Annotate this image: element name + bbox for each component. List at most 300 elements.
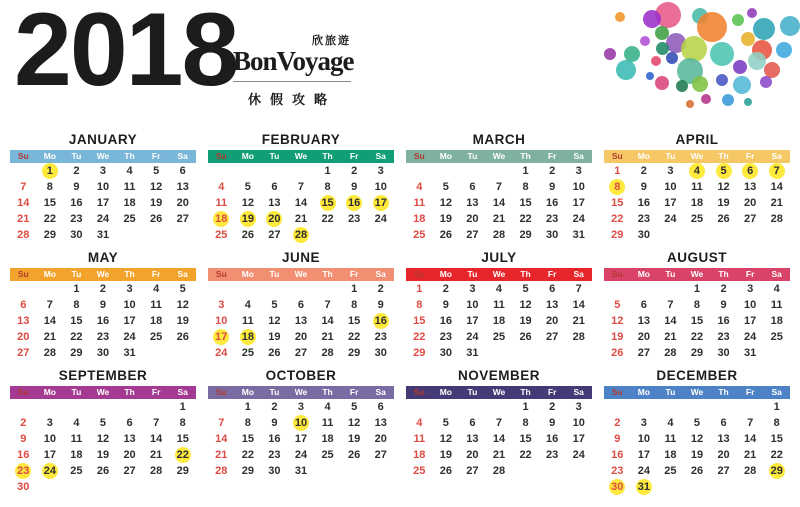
calendar-day — [512, 447, 539, 463]
calendar-day — [143, 431, 170, 447]
day-number: 14 — [492, 433, 506, 445]
day-number: 18 — [413, 213, 426, 225]
weekday-header-band — [406, 386, 592, 399]
calendar-day-empty — [116, 399, 143, 415]
day-number: 16 — [17, 449, 30, 461]
day-number: 23 — [637, 213, 650, 225]
day-number: 29 — [770, 465, 783, 477]
day-number: 24 — [43, 465, 56, 477]
calendar-day-empty — [261, 281, 288, 297]
calendar-day — [604, 313, 631, 329]
weekday-label-mo: Mo — [637, 387, 650, 397]
calendar-day — [314, 195, 341, 211]
watercolor-dot — [656, 42, 669, 55]
calendar-day — [433, 345, 460, 361]
day-number: 14 — [321, 315, 334, 327]
day-number: 8 — [73, 299, 80, 311]
weekday-label-tu: Tu — [467, 387, 478, 397]
day-number: 26 — [348, 449, 361, 461]
calendar-day — [539, 227, 566, 243]
weekday-label-fr: Fr — [745, 151, 755, 161]
watercolor-dot — [655, 26, 669, 40]
day-number: 1 — [693, 283, 701, 295]
calendar-day — [288, 431, 315, 447]
month-february — [208, 133, 394, 251]
days-grid — [10, 399, 196, 495]
calendar-day — [235, 227, 262, 243]
day-number: 7 — [769, 163, 785, 179]
day-number: 16 — [637, 197, 650, 209]
calendar-day — [169, 399, 196, 415]
calendar-day — [406, 179, 433, 195]
day-number: 4 — [689, 163, 705, 179]
weekday-label-sa: Sa — [573, 269, 584, 279]
calendar-day-empty — [486, 399, 513, 415]
calendar-day-empty — [10, 281, 37, 297]
calendar-day — [406, 313, 433, 329]
calendar-day — [37, 463, 64, 479]
day-number: 29 — [348, 347, 361, 359]
watercolor-dot — [651, 56, 661, 66]
day-number: 18 — [70, 449, 83, 461]
calendar-day — [486, 313, 513, 329]
calendar-day-empty — [261, 163, 288, 179]
day-number: 1 — [522, 401, 529, 413]
day-number: 14 — [572, 299, 585, 311]
calendar-day — [486, 463, 513, 479]
calendar-day — [90, 163, 117, 179]
day-number: 18 — [664, 449, 677, 461]
weekday-label-sa: Sa — [375, 151, 386, 161]
day-number: 13 — [546, 299, 559, 311]
day-number: 25 — [215, 229, 228, 241]
calendar-day — [169, 281, 196, 297]
calendar-day — [710, 345, 737, 361]
calendar-day — [341, 297, 368, 313]
calendar-day — [433, 415, 460, 431]
calendar-day — [631, 329, 658, 345]
calendar-day — [737, 179, 764, 195]
day-number: 10 — [294, 417, 308, 429]
calendar-day — [63, 163, 90, 179]
watercolor-dot — [615, 12, 625, 22]
day-number: 6 — [549, 283, 556, 295]
day-number: 25 — [413, 465, 426, 477]
day-number: 9 — [73, 181, 80, 193]
calendar-day — [459, 431, 486, 447]
day-number: 4 — [244, 299, 251, 311]
calendar-day — [459, 195, 486, 211]
calendar-day — [63, 179, 90, 195]
calendar-day — [406, 431, 433, 447]
day-number: 30 — [17, 481, 30, 493]
day-number: 11 — [150, 299, 162, 311]
day-number: 7 — [20, 181, 27, 193]
calendar-day — [235, 431, 262, 447]
day-number: 4 — [324, 401, 331, 413]
calendar-day — [37, 227, 64, 243]
calendar-day — [657, 463, 684, 479]
day-number: 16 — [374, 315, 387, 327]
day-number: 27 — [637, 347, 650, 359]
day-number: 6 — [742, 163, 758, 179]
calendar-day — [261, 195, 288, 211]
calendar-day — [763, 195, 790, 211]
day-number: 9 — [549, 181, 556, 193]
day-number: 28 — [492, 229, 506, 241]
calendar-day — [116, 211, 143, 227]
weekday-label-we: We — [690, 151, 704, 161]
day-number: 28 — [321, 347, 334, 359]
day-number: 18 — [215, 213, 228, 225]
day-number: 27 — [744, 213, 757, 225]
calendar-day — [10, 211, 37, 227]
calendar-day-empty — [288, 163, 315, 179]
day-number: 28 — [572, 331, 585, 343]
day-number: 6 — [297, 299, 305, 311]
calendar-day — [90, 463, 117, 479]
calendar-day — [261, 179, 288, 195]
calendar-day — [63, 345, 90, 361]
day-number: 12 — [690, 433, 704, 445]
calendar-day — [657, 211, 684, 227]
days-grid — [604, 281, 790, 361]
calendar-day — [10, 431, 37, 447]
day-number: 29 — [413, 347, 426, 359]
watercolor-dot — [732, 14, 744, 26]
calendar-day — [604, 431, 631, 447]
day-number: 13 — [294, 315, 308, 327]
day-number: 5 — [244, 181, 251, 193]
watercolor-dot — [643, 10, 661, 28]
day-number: 5 — [442, 417, 449, 429]
calendar-day — [235, 447, 262, 463]
calendar-day — [539, 329, 566, 345]
day-number: 25 — [70, 465, 83, 477]
weekday-label-th: Th — [520, 269, 531, 279]
calendar-day — [684, 463, 711, 479]
day-number: 1 — [614, 165, 621, 177]
day-number: 25 — [321, 449, 334, 461]
day-number: 11 — [321, 417, 334, 429]
calendar-day — [459, 281, 486, 297]
day-number: 3 — [469, 283, 476, 295]
calendar-day — [512, 281, 539, 297]
calendar-day — [208, 447, 235, 463]
day-number: 7 — [747, 417, 754, 429]
calendar-day — [261, 447, 288, 463]
days-grid — [208, 399, 394, 479]
day-number: 20 — [294, 331, 308, 343]
calendar-day — [539, 297, 566, 313]
day-number: 15 — [611, 197, 624, 209]
day-number: 21 — [17, 213, 30, 225]
day-number: 5 — [179, 283, 186, 295]
calendar-day — [367, 431, 394, 447]
calendar-day — [10, 313, 37, 329]
day-number: 31 — [123, 347, 136, 359]
calendar-day — [512, 399, 539, 415]
day-number: 22 — [770, 449, 783, 461]
watercolor-dot — [780, 16, 800, 36]
month-title: SEPTEMBER — [58, 368, 148, 383]
calendar-day — [116, 163, 143, 179]
day-number: 22 — [611, 213, 624, 225]
calendar-day — [737, 163, 764, 179]
calendar-day — [657, 345, 684, 361]
calendar-day — [684, 281, 711, 297]
calendar-day — [143, 415, 170, 431]
watercolor-dot — [752, 40, 772, 60]
calendar-day — [37, 447, 64, 463]
day-number: 24 — [637, 465, 650, 477]
calendar-day — [657, 195, 684, 211]
weekday-label-tu: Tu — [71, 269, 82, 279]
month-title: JUNE — [281, 250, 320, 265]
weekday-label-fr: Fr — [547, 151, 557, 161]
weekday-label-sa: Sa — [771, 151, 782, 161]
calendar-day — [116, 195, 143, 211]
calendar-day — [565, 415, 592, 431]
calendar-day — [288, 179, 315, 195]
calendar-day — [565, 313, 592, 329]
day-number: 1 — [351, 283, 358, 295]
day-number: 4 — [218, 181, 225, 193]
calendar-day — [565, 329, 592, 345]
day-number: 17 — [215, 331, 228, 343]
day-number: 22 — [176, 449, 189, 461]
calendar-day — [512, 415, 539, 431]
days-grid — [406, 281, 592, 361]
calendar-day — [737, 415, 764, 431]
day-number: 26 — [439, 229, 452, 241]
weekday-label-we: We — [96, 151, 110, 161]
calendar-day — [143, 297, 170, 313]
calendar-day — [565, 447, 592, 463]
day-number: 23 — [70, 213, 83, 225]
calendar-day — [657, 313, 684, 329]
day-number: 30 — [374, 347, 387, 359]
watercolor-dot — [733, 76, 751, 94]
calendar-day — [604, 345, 631, 361]
calendar-day-empty — [684, 399, 711, 415]
day-number: 2 — [99, 283, 107, 295]
calendar-day — [684, 163, 711, 179]
day-number: 21 — [770, 197, 783, 209]
day-number: 20 — [466, 213, 479, 225]
calendar-day — [631, 227, 658, 243]
calendar-day — [539, 211, 566, 227]
day-number: 4 — [416, 181, 423, 193]
calendar-day — [90, 415, 117, 431]
day-number: 8 — [693, 299, 701, 311]
month-may — [10, 251, 196, 369]
day-number: 29 — [43, 229, 56, 241]
day-number: 19 — [717, 197, 730, 209]
calendar-day — [63, 195, 90, 211]
weekday-label-th: Th — [124, 151, 135, 161]
calendar-day-empty — [631, 399, 658, 415]
calendar-day — [539, 431, 566, 447]
calendar-day — [143, 211, 170, 227]
calendar-day — [367, 297, 394, 313]
day-number: 24 — [123, 331, 136, 343]
weekday-label-mo: Mo — [43, 387, 56, 397]
weekday-label-th: Th — [124, 387, 135, 397]
day-number: 21 — [215, 449, 228, 461]
day-number: 7 — [218, 417, 225, 429]
calendar-day — [604, 415, 631, 431]
calendar-day — [314, 447, 341, 463]
calendar-day — [406, 281, 433, 297]
day-number: 11 — [123, 181, 136, 193]
day-number: 27 — [717, 465, 730, 477]
day-number: 13 — [268, 197, 281, 209]
day-number: 11 — [691, 181, 703, 193]
day-number: 16 — [546, 433, 559, 445]
calendar-day — [10, 179, 37, 195]
day-number: 20 — [176, 197, 189, 209]
weekday-label-fr: Fr — [349, 387, 359, 397]
day-number: 19 — [611, 331, 624, 343]
day-number: 5 — [271, 299, 278, 311]
day-number: 21 — [294, 213, 308, 225]
calendar-day — [433, 431, 460, 447]
weekday-label-sa: Sa — [375, 269, 386, 279]
day-number: 20 — [637, 331, 650, 343]
day-number: 26 — [241, 229, 254, 241]
day-number: 14 — [17, 197, 30, 209]
day-number: 7 — [324, 299, 331, 311]
calendar-day — [631, 211, 658, 227]
calendar-day-empty — [208, 399, 235, 415]
calendar-day — [37, 297, 64, 313]
calendar-day — [169, 211, 196, 227]
days-grid — [604, 163, 790, 243]
calendar-day — [341, 163, 368, 179]
day-number: 1 — [42, 163, 58, 179]
day-number: 14 — [770, 181, 783, 193]
calendar-day — [367, 313, 394, 329]
calendar-day — [116, 447, 143, 463]
watercolor-dot — [604, 48, 616, 60]
calendar-day — [657, 163, 684, 179]
calendar-day — [710, 329, 737, 345]
day-number: 18 — [492, 315, 506, 327]
calendar-day — [631, 297, 658, 313]
day-number: 14 — [492, 197, 506, 209]
calendar-day — [314, 431, 341, 447]
weekday-label-th: Th — [322, 387, 333, 397]
day-number: 30 — [637, 229, 650, 241]
weekday-label-fr: Fr — [349, 269, 359, 279]
calendar-day — [208, 345, 235, 361]
day-number: 3 — [218, 299, 225, 311]
weekday-label-sa: Sa — [177, 151, 188, 161]
calendar-day — [261, 313, 288, 329]
calendar-day — [116, 297, 143, 313]
calendar-day — [684, 329, 711, 345]
calendar-day — [710, 297, 737, 313]
day-number: 12 — [519, 299, 532, 311]
calendar-day — [657, 297, 684, 313]
calendar-day — [288, 211, 315, 227]
brand-name-chinese: 欣旅遊 — [312, 35, 351, 47]
calendar-day — [235, 211, 262, 227]
day-number: 22 — [241, 449, 254, 461]
calendar-day — [37, 415, 64, 431]
day-number: 11 — [215, 197, 228, 209]
calendar-day — [486, 179, 513, 195]
calendar-day — [37, 163, 64, 179]
calendar-day — [684, 195, 711, 211]
calendar-day — [737, 195, 764, 211]
calendar-day — [208, 313, 235, 329]
calendar-day — [684, 415, 711, 431]
calendar-day — [486, 329, 513, 345]
weekday-label-mo: Mo — [241, 269, 254, 279]
calendar-day — [288, 447, 315, 463]
calendar-day — [63, 313, 90, 329]
watercolor-dot — [697, 12, 727, 42]
calendar-day — [486, 227, 513, 243]
calendar-day — [90, 447, 117, 463]
calendar-day — [433, 313, 460, 329]
weekday-label-sa: Sa — [771, 387, 782, 397]
calendar-day-empty — [208, 281, 235, 297]
calendar-day — [37, 179, 64, 195]
month-june — [208, 251, 394, 369]
weekday-label-su: Su — [17, 387, 29, 397]
day-number: 29 — [519, 229, 532, 241]
calendar-day-empty — [37, 281, 64, 297]
calendar-day — [288, 345, 315, 361]
day-number: 15 — [176, 433, 189, 445]
calendar-day — [710, 415, 737, 431]
weekday-label-tu: Tu — [665, 387, 676, 397]
calendar-day — [631, 195, 658, 211]
calendar-day — [169, 313, 196, 329]
calendar-day — [433, 211, 460, 227]
day-number: 30 — [96, 347, 110, 359]
day-number: 27 — [268, 229, 281, 241]
days-grid — [604, 399, 790, 495]
day-number: 24 — [96, 213, 110, 225]
day-number: 29 — [241, 465, 254, 477]
calendar-day — [459, 447, 486, 463]
day-number: 30 — [611, 481, 624, 493]
day-number: 24 — [664, 213, 677, 225]
calendar-day-empty — [631, 281, 658, 297]
watercolor-dot — [764, 62, 780, 78]
weekday-label-th: Th — [718, 269, 729, 279]
watercolor-dot — [616, 60, 636, 80]
day-number: 25 — [413, 229, 426, 241]
month-title: NOVEMBER — [457, 368, 540, 383]
calendar-day — [433, 463, 460, 479]
day-number: 22 — [413, 331, 426, 343]
calendar-day — [37, 329, 64, 345]
calendar-day — [208, 431, 235, 447]
calendar-day — [261, 227, 288, 243]
calendar-day-empty — [459, 163, 486, 179]
day-number: 7 — [495, 181, 503, 193]
day-number: 13 — [744, 181, 757, 193]
day-number: 23 — [17, 465, 30, 477]
day-number: 6 — [720, 417, 727, 429]
weekday-label-su: Su — [215, 151, 227, 161]
weekday-label-su: Su — [611, 387, 623, 397]
